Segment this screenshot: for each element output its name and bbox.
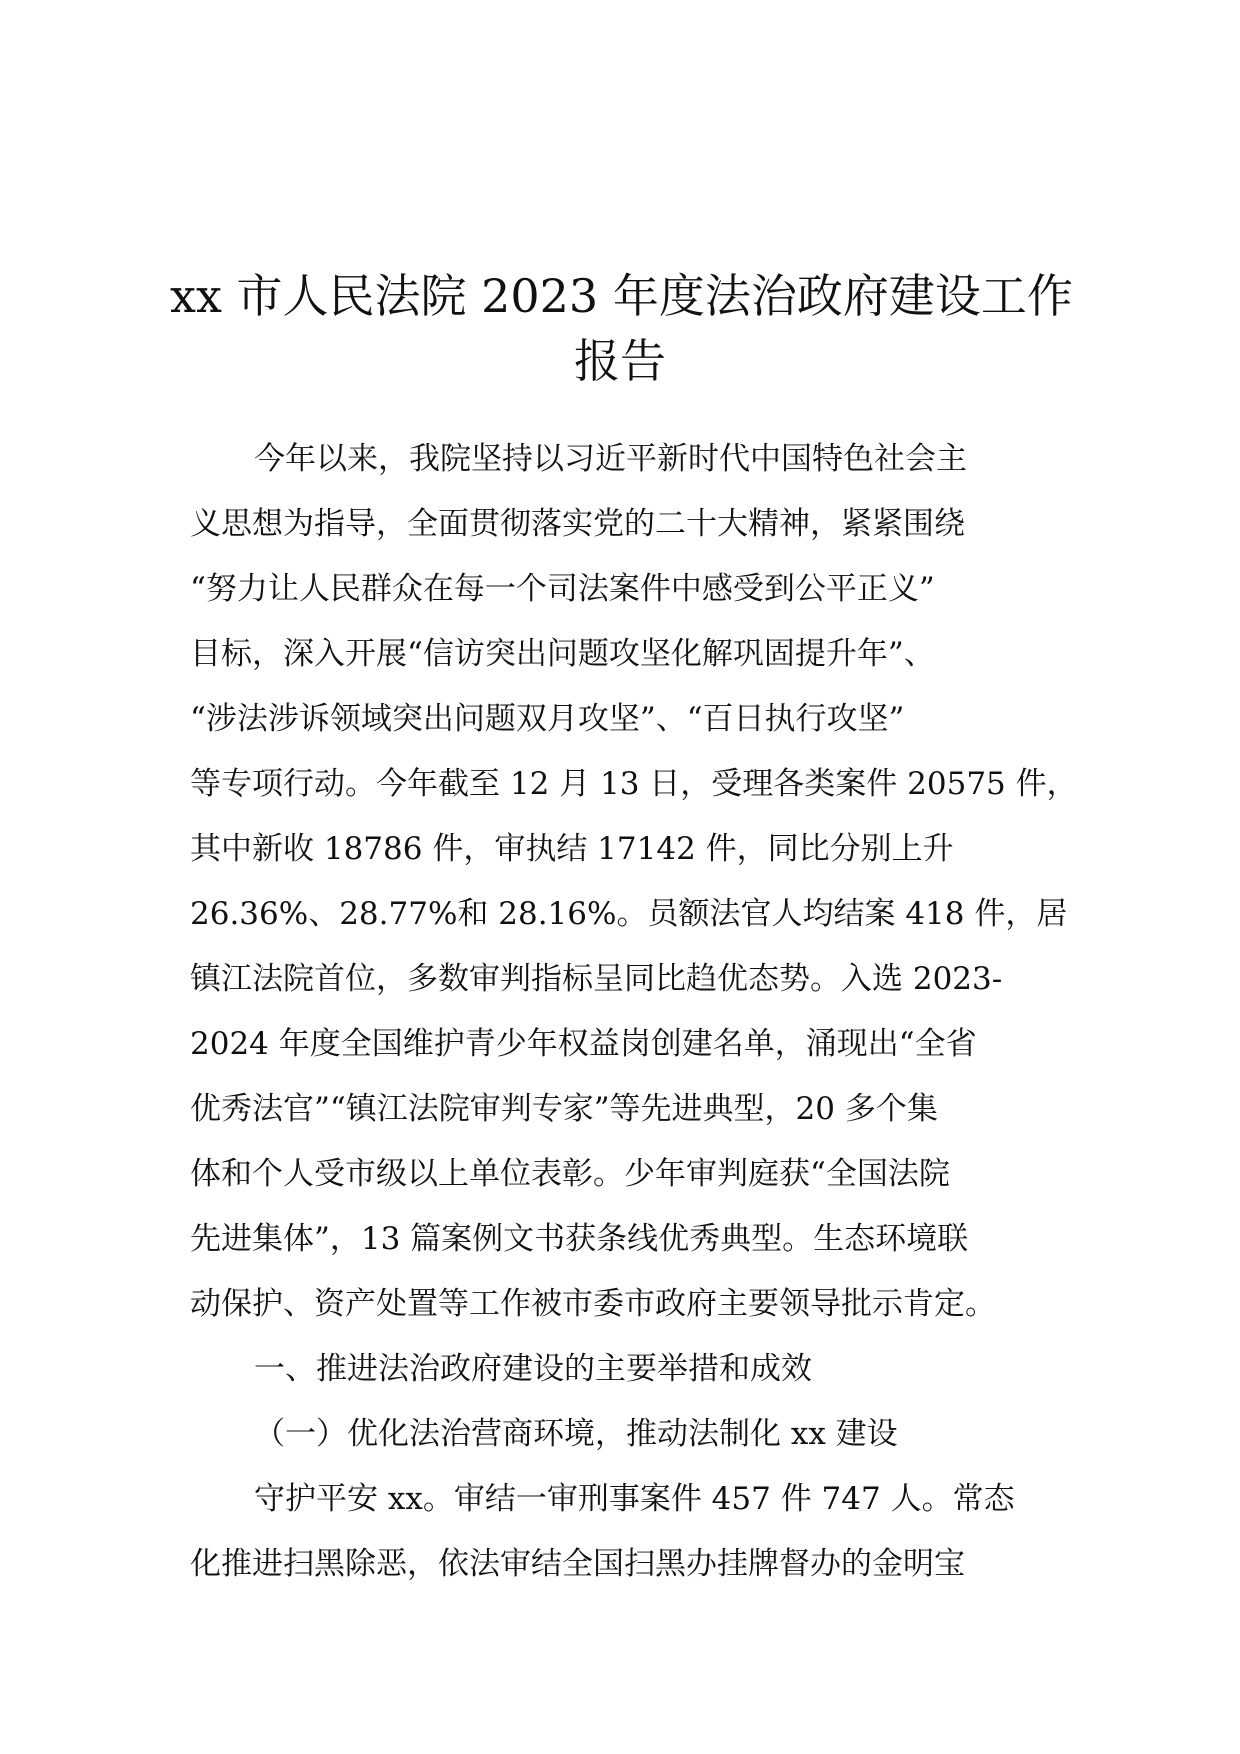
title-line-2: 报告 xyxy=(574,333,666,388)
paragraph-line: 今年以来，我院坚持以习近平新时代中国特色社会主 xyxy=(254,441,967,477)
paragraph-line: 动保护、资产处置等工作被市委市政府主要领导批示肯定。 xyxy=(190,1286,996,1322)
paragraph-line: “努力让人民群众在每一个司法案件中感受到公平正义” xyxy=(190,571,935,607)
document-title xyxy=(170,264,1073,394)
paragraph-line: “涉法涉诉领域突出问题双月攻坚”、“百日执行攻坚” xyxy=(190,701,905,737)
paragraph-line: 其中新收 18786 件，审执结 17142 件，同比分别上升 xyxy=(190,831,954,867)
paragraph-line: 先进集体”，13 篇案例文书获条线优秀典型。生态环境联 xyxy=(190,1221,969,1257)
title-line-1: xx 市人民法院 2023 年度法治政府建设工作 xyxy=(170,268,1073,323)
paragraph-line: 26.36%、28.77%和 28.16%。员额法官人均结案 418 件，居 xyxy=(190,896,1068,932)
paragraph-line: 2024 年度全国维护青少年权益岗创建名单，涌现出“全省 xyxy=(190,1026,977,1062)
paragraph-line: 镇江法院首位，多数审判指标呈同比趋优态势。入选 2023- xyxy=(190,961,1003,997)
paragraph-line: 等专项行动。今年截至 12 月 13 日，受理各类案件 20575 件， xyxy=(190,766,1078,802)
paragraph-line: 目标，深入开展“信访突出问题攻坚化解巩固提升年”、 xyxy=(190,636,935,672)
paragraph-line: 体和个人受市级以上单位表彰。少年审判庭获“全国法院 xyxy=(190,1156,950,1192)
paragraph-line: 化推进扫黑除恶，依法审结全国扫黑办挂牌督办的金明宝 xyxy=(190,1546,965,1582)
paragraph-line: 优秀法官”“镇江法院审判专家”等先进典型，20 多个集 xyxy=(190,1091,938,1127)
paragraph-line: 守护平安 xx。审结一审刑事案件 457 件 747 人。常态 xyxy=(254,1481,1015,1517)
document-body xyxy=(190,427,1078,1597)
section-heading: 一、推进法治政府建设的主要举措和成效 xyxy=(254,1351,812,1387)
paragraph-line: 义思想为指导，全面贯彻落实党的二十大精神，紧紧围绕 xyxy=(190,506,965,542)
subsection-heading: （一）优化法治营商环境，推动法制化 xx 建设 xyxy=(254,1416,898,1452)
